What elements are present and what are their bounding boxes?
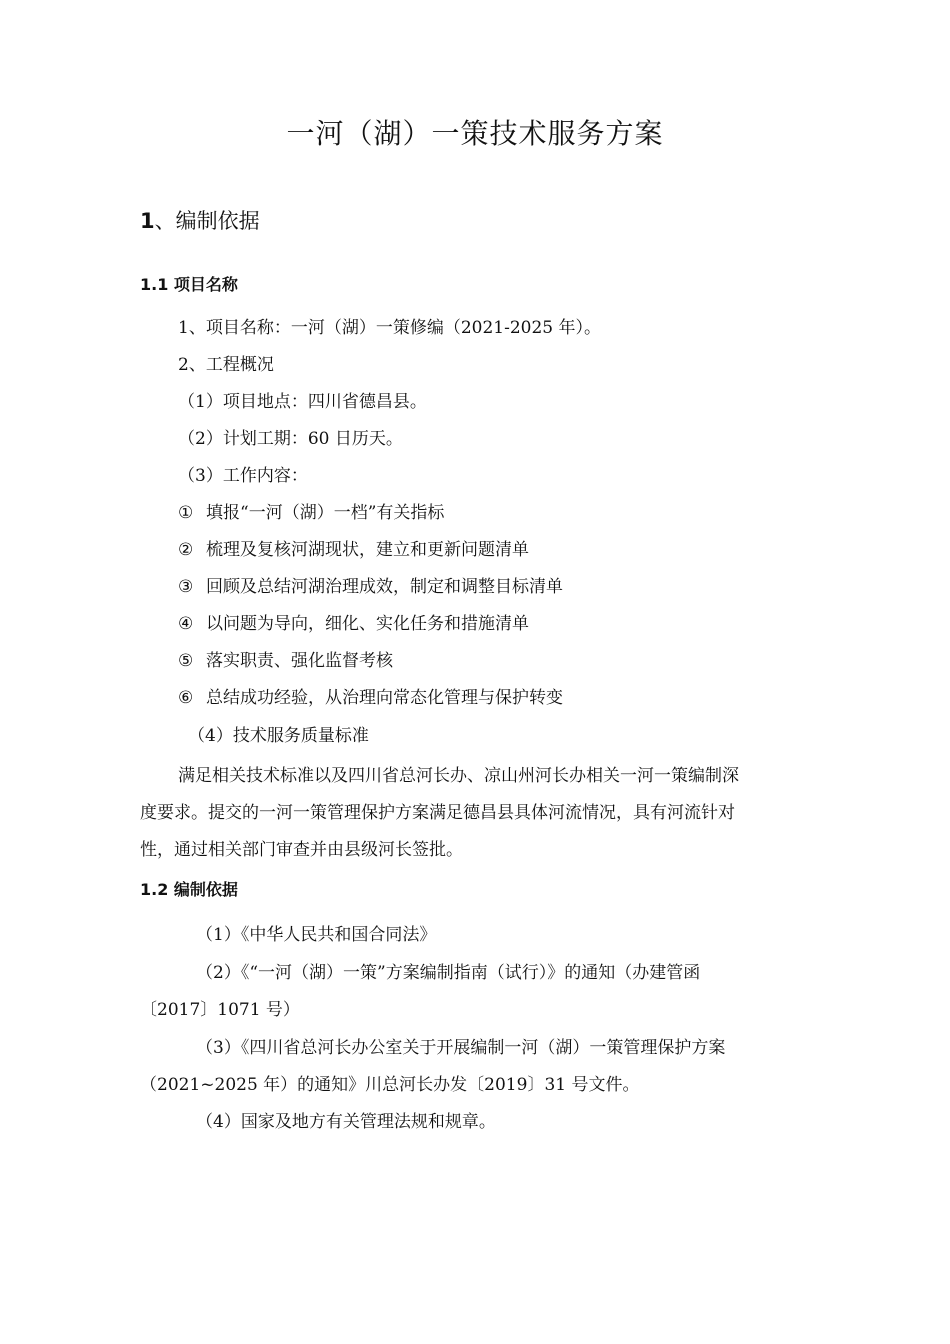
task-text: 梳理及复核河湖现状，建立和更新问题清单 xyxy=(206,540,529,560)
basis-item: （3）《四川省总河长办公室关于开展编制一河（湖）一策管理保护方案 xyxy=(196,1038,726,1058)
project-location: （1）项目地点：四川省德昌县。 xyxy=(178,392,427,412)
basis-item-continuation: （2021~2025 年）的通知》川总河长办发〔2019〕31 号文件。 xyxy=(140,1075,640,1095)
task-item xyxy=(178,609,529,634)
document-title: 一河（湖）一策技术服务方案 xyxy=(286,117,664,150)
task-text: 落实职责、强化监督考核 xyxy=(206,651,393,671)
task-marker: ⑥ xyxy=(178,688,194,708)
section-number: 1 xyxy=(140,209,155,233)
task-text: 总结成功经验，从治理向常态化管理与保护转变 xyxy=(206,688,563,708)
section-heading-1 xyxy=(140,205,260,235)
task-item xyxy=(178,498,444,523)
work-content-label: （3）工作内容： xyxy=(178,466,308,486)
basis-item: （4）国家及地方有关管理法规和规章。 xyxy=(196,1112,496,1132)
basis-item-continuation: 〔2017〕1071 号） xyxy=(140,1000,300,1020)
project-overview-item: 2、工程概况 xyxy=(178,355,274,375)
project-name-item: 1、项目名称：一河（湖）一策修编（2021-2025 年）。 xyxy=(178,318,601,338)
basis-item: （2）《“一河（湖）一策”方案编制指南（试行）》的通知（办建管函 xyxy=(196,963,701,983)
subsection-heading-1-2: 1.2 编制依据 xyxy=(140,880,238,899)
task-marker: ③ xyxy=(178,577,194,597)
section-title: 、编制依据 xyxy=(154,209,260,233)
task-item xyxy=(178,535,529,560)
quality-paragraph-line: 满足相关技术标准以及四川省总河长办、凉山州河长办相关一河一策编制深 xyxy=(178,766,739,786)
task-marker: ⑤ xyxy=(178,651,194,671)
task-text: 以问题为导向，细化、实化任务和措施清单 xyxy=(206,614,529,634)
basis-item: （1）《中华人民共和国合同法》 xyxy=(196,925,437,945)
subsection-heading-1-1: 1.1 项目名称 xyxy=(140,275,238,294)
task-text: 填报“一河（湖）一档”有关指标 xyxy=(206,503,445,523)
quality-paragraph-line: 度要求。提交的一河一策管理保护方案满足德昌县具体河流情况，具有河流针对 xyxy=(140,803,735,823)
project-period: （2）计划工期：60 日历天。 xyxy=(178,429,403,449)
task-marker: ② xyxy=(178,540,194,560)
task-item xyxy=(178,683,563,708)
task-item xyxy=(178,646,393,671)
task-text: 回顾及总结河湖治理成效，制定和调整目标清单 xyxy=(206,577,563,597)
quality-standard-label: （4）技术服务质量标准 xyxy=(188,726,369,746)
quality-paragraph-line: 性，通过相关部门审查并由县级河长签批。 xyxy=(140,840,463,860)
task-marker: ④ xyxy=(178,614,194,634)
task-marker: ① xyxy=(178,503,194,523)
task-item xyxy=(178,572,563,597)
